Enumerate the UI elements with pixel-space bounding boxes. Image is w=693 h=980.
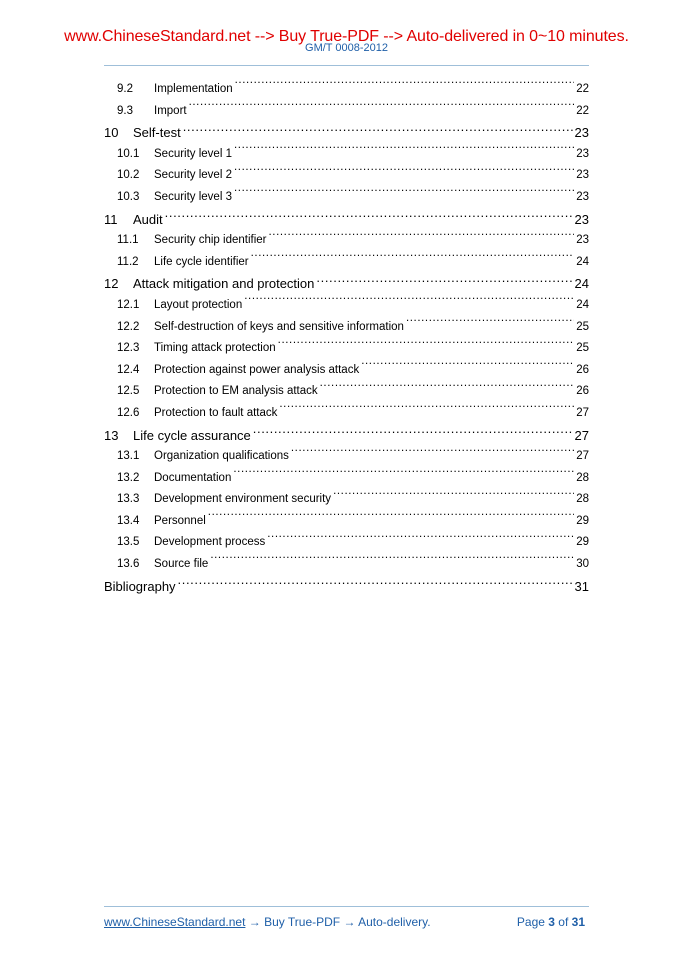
toc-entry-title: Import (154, 104, 187, 117)
toc-dot-leader (291, 448, 574, 460)
toc-entry-title: Life cycle identifier (154, 255, 249, 268)
toc-entry-number: 11 (104, 211, 118, 227)
toc-entry-number: 13 (104, 427, 119, 443)
toc-entry[interactable] (104, 468, 589, 490)
toc-entry-number: 12.3 (117, 342, 140, 355)
page-of: of (554, 915, 572, 929)
footer-divider (104, 906, 589, 907)
toc-dot-leader (279, 404, 574, 416)
toc-entry-page: 22 (576, 104, 589, 117)
toc-entry-title: Bibliography (104, 578, 176, 594)
toc-dot-leader (253, 427, 573, 440)
toc-entry-title: Security level 1 (154, 147, 232, 160)
footer-promo (104, 915, 431, 929)
toc-dot-leader (189, 102, 575, 114)
toc-entry-page: 23 (576, 234, 589, 247)
toc-entry[interactable] (104, 489, 589, 511)
toc-entry-number: 10.1 (117, 147, 140, 160)
toc-entry-number: 13.6 (117, 558, 140, 571)
toc-entry-page: 26 (576, 363, 589, 376)
toc-entry-page: 22 (576, 83, 589, 95)
toc-entry-number: 11.1 (117, 234, 139, 247)
toc-entry-title: Protection to fault attack (154, 406, 278, 419)
header-divider (104, 65, 589, 66)
toc-entry-page: 23 (576, 190, 589, 203)
toc-entry[interactable] (104, 122, 589, 144)
toc-dot-leader (210, 556, 574, 568)
promo-banner[interactable]: www.ChineseStandard.net --> Buy True-PDF --> Auto-delivered in 0~10 minutes. (64, 28, 629, 45)
toc-entry-page: 25 (576, 320, 589, 333)
toc-entry-number: 12.2 (117, 320, 140, 333)
toc-entry-page: 23 (576, 169, 589, 182)
toc-dot-leader (233, 469, 574, 481)
toc-entry-page: 27 (576, 450, 589, 463)
toc-entry-page: 26 (576, 385, 589, 398)
toc-entry-page: 27 (574, 427, 589, 443)
table-of-contents (104, 79, 589, 597)
toc-entry-title: Implementation (154, 83, 233, 95)
toc-entry-title: Development environment security (154, 493, 332, 506)
toc-entry-number: 12 (104, 276, 119, 292)
footer-website-link[interactable]: www.ChineseStandard.net (104, 915, 246, 929)
toc-entry-page: 24 (576, 298, 589, 311)
toc-entry-page: 31 (574, 578, 589, 594)
toc-entry-title: Life cycle assurance (133, 427, 251, 443)
toc-entry-number: 13.2 (117, 471, 140, 484)
toc-entry-title: Personnel (154, 514, 206, 527)
page-prefix: Page (516, 915, 549, 929)
toc-dot-leader (316, 275, 572, 288)
toc-entry-number: 9.2 (117, 83, 133, 95)
toc-dot-leader (244, 296, 574, 308)
toc-entry-title: Source file (154, 558, 209, 571)
toc-entry-number: 10 (104, 125, 119, 141)
toc-entry-title: Audit (133, 211, 163, 227)
toc-dot-leader (267, 534, 574, 546)
toc-entry-number: 13.1 (117, 450, 140, 463)
toc-entry-number: 10.3 (117, 190, 140, 203)
toc-entry[interactable] (104, 532, 589, 554)
toc-entry[interactable] (104, 576, 589, 598)
toc-entry-number: 12.5 (117, 385, 140, 398)
toc-dot-leader (183, 124, 573, 137)
toc-entry[interactable] (104, 360, 589, 382)
toc-entry[interactable] (104, 209, 589, 231)
toc-dot-leader (278, 340, 575, 352)
toc-entry-page: 29 (576, 536, 589, 549)
toc-dot-leader (178, 578, 573, 591)
toc-entry-number: 13.5 (117, 536, 140, 549)
toc-entry-page: 28 (576, 471, 589, 484)
toc-entry-number: 12.4 (117, 363, 140, 376)
toc-entry-number: 13.4 (117, 514, 140, 527)
toc-entry-title: Self-test (133, 125, 181, 141)
toc-dot-leader (165, 211, 573, 224)
toc-entry-page: 24 (574, 276, 589, 292)
toc-dot-leader (251, 253, 575, 265)
toc-entry-page: 27 (576, 406, 589, 419)
toc-entry-title: Timing attack protection (154, 342, 276, 355)
toc-entry[interactable] (104, 511, 589, 533)
page-total: 31 (571, 915, 585, 929)
toc-entry[interactable] (104, 446, 589, 468)
toc-entry-page: 24 (576, 255, 589, 268)
toc-entry-title: Protection against power analysis attack (154, 363, 360, 376)
toc-entry-number: 12.1 (117, 298, 140, 311)
toc-entry-page: 23 (576, 147, 589, 160)
toc-entry-title: Attack mitigation and protection (133, 276, 315, 292)
toc-entry-page: 25 (576, 342, 589, 355)
toc-entry-number: 9.3 (117, 104, 133, 117)
toc-dot-leader (234, 167, 574, 179)
toc-dot-leader (208, 512, 574, 524)
toc-entry-title: Documentation (154, 471, 232, 484)
toc-entry[interactable] (104, 425, 589, 447)
toc-entry[interactable] (104, 252, 589, 274)
toc-dot-leader (320, 383, 575, 395)
toc-entry-title: Security chip identifier (154, 234, 267, 247)
toc-entry-title: Layout protection (154, 298, 243, 311)
toc-entry[interactable] (104, 101, 589, 123)
toc-entry[interactable] (104, 273, 589, 295)
toc-dot-leader (406, 318, 574, 330)
toc-dot-leader (234, 145, 574, 157)
toc-entry-title: Development process (154, 536, 266, 549)
toc-entry-title: Security level 2 (154, 169, 232, 182)
toc-entry-title: Organization qualifications (154, 450, 289, 463)
toc-dot-leader (234, 188, 574, 200)
document-code: GM/T 0008-2012 (305, 42, 388, 54)
toc-dot-leader (235, 81, 575, 93)
toc-entry-page: 23 (574, 211, 589, 227)
toc-entry[interactable] (104, 165, 589, 187)
toc-dot-leader (269, 232, 575, 244)
toc-dot-leader (361, 361, 574, 373)
toc-entry[interactable] (104, 187, 589, 209)
toc-entry[interactable] (104, 317, 589, 339)
toc-entry-title: Self-destruction of keys and sensitive information (154, 320, 404, 333)
footer-tagline: → Buy True-PDF → Auto-delivery. (245, 915, 431, 929)
toc-entry-number: 13.3 (117, 493, 140, 506)
toc-entry-page: 28 (576, 493, 589, 506)
toc-entry[interactable] (104, 403, 589, 425)
toc-entry[interactable] (104, 144, 589, 166)
toc-entry[interactable] (104, 554, 589, 576)
toc-entry[interactable] (104, 338, 589, 360)
toc-entry-page: 30 (576, 558, 589, 571)
toc-entry-page: 23 (574, 125, 589, 141)
page-number (517, 915, 585, 929)
toc-entry[interactable] (104, 295, 589, 317)
toc-entry-number: 11.2 (117, 255, 139, 268)
toc-entry-number: 10.2 (117, 169, 140, 182)
toc-entry[interactable] (104, 230, 589, 252)
toc-entry-title: Security level 3 (154, 190, 232, 203)
toc-entry-page: 29 (576, 514, 589, 527)
toc-entry[interactable] (104, 79, 589, 101)
page-current: 3 (548, 915, 555, 929)
toc-entry[interactable] (104, 381, 589, 403)
toc-entry-title: Protection to EM analysis attack (154, 385, 318, 398)
toc-entry-number: 12.6 (117, 406, 140, 419)
toc-dot-leader (333, 491, 574, 503)
